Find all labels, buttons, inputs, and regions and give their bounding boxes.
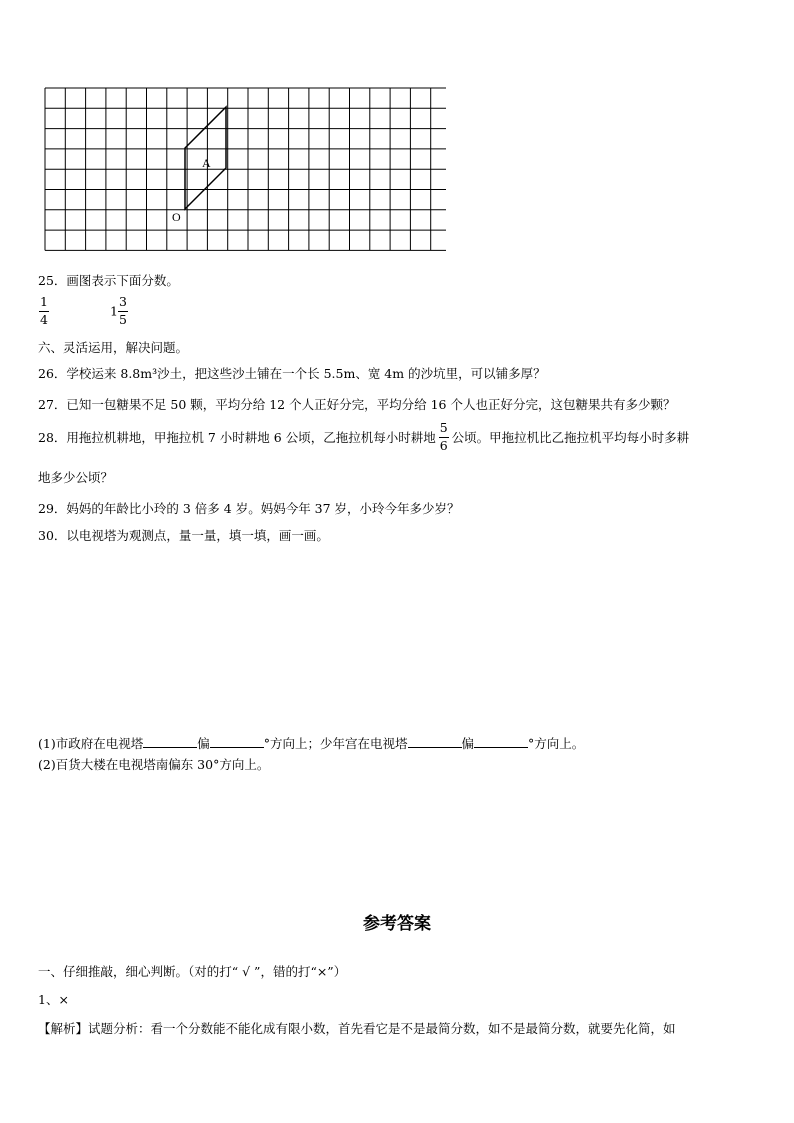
section-6-heading: 六、灵活运用，解决问题。: [38, 340, 189, 355]
question-28-line2: 地多少公顷？: [38, 470, 114, 485]
fraction-one-quarter: $\frac{1}{4}$: [40, 294, 48, 327]
label-a: A: [202, 156, 211, 170]
question-30-part1: (1)市政府在电视塔 偏 °方向上；少年宫在电视塔 偏 °方向上。: [38, 736, 585, 751]
question-27: 27．已知一包糖果不足 50 颗，平均分给 12 个人正好分完，平均分给 16 个人也正好分完，这包糖果共有多少颗？: [38, 397, 676, 412]
answer-1: 1、×: [38, 992, 69, 1007]
section-1-heading: 一、仔细推敲，细心判断。（对的打“ √ ”，错的打“×”）: [38, 964, 347, 979]
blank-1[interactable]: [143, 735, 197, 748]
question-30-part2: (2)百货大楼在电视塔南偏东 30°方向上。: [38, 757, 270, 772]
answers-title: 参考答案: [363, 914, 431, 934]
mixed-fraction: 1 $\frac{3}{5}$: [110, 294, 127, 327]
question-28: 28．用拖拉机耕地，甲拖拉机 7 小时耕地 6 公顷，乙拖拉机每小时耕地 $\frac{5}{6}$ 公顷。甲拖拉机比乙拖拉机平均每小时多耕: [38, 420, 690, 453]
blank-4[interactable]: [474, 735, 528, 748]
question-25: 25．画图表示下面分数。: [38, 273, 179, 288]
question-30: 30．以电视塔为观测点，量一量，填一填，画一画。: [38, 528, 329, 543]
grid-figure: [44, 87, 446, 254]
blank-2[interactable]: [210, 735, 264, 748]
label-o: O: [172, 210, 181, 224]
blank-3[interactable]: [408, 735, 462, 748]
question-26: 26．学校运来 8.8m³沙土，把这些沙土铺在一个长 5.5m、宽 4m 的沙坑里，可以铺多厚？: [38, 366, 546, 381]
question-29: 29．妈妈的年龄比小玲的 3 倍多 4 岁。妈妈今年 37 岁，小玲今年多少岁？: [38, 501, 460, 516]
analysis-text: 【解析】试题分析：看一个分数能不能化成有限小数，首先看它是不是最简分数，如不是最简分数，就要先化简，如: [38, 1021, 676, 1036]
